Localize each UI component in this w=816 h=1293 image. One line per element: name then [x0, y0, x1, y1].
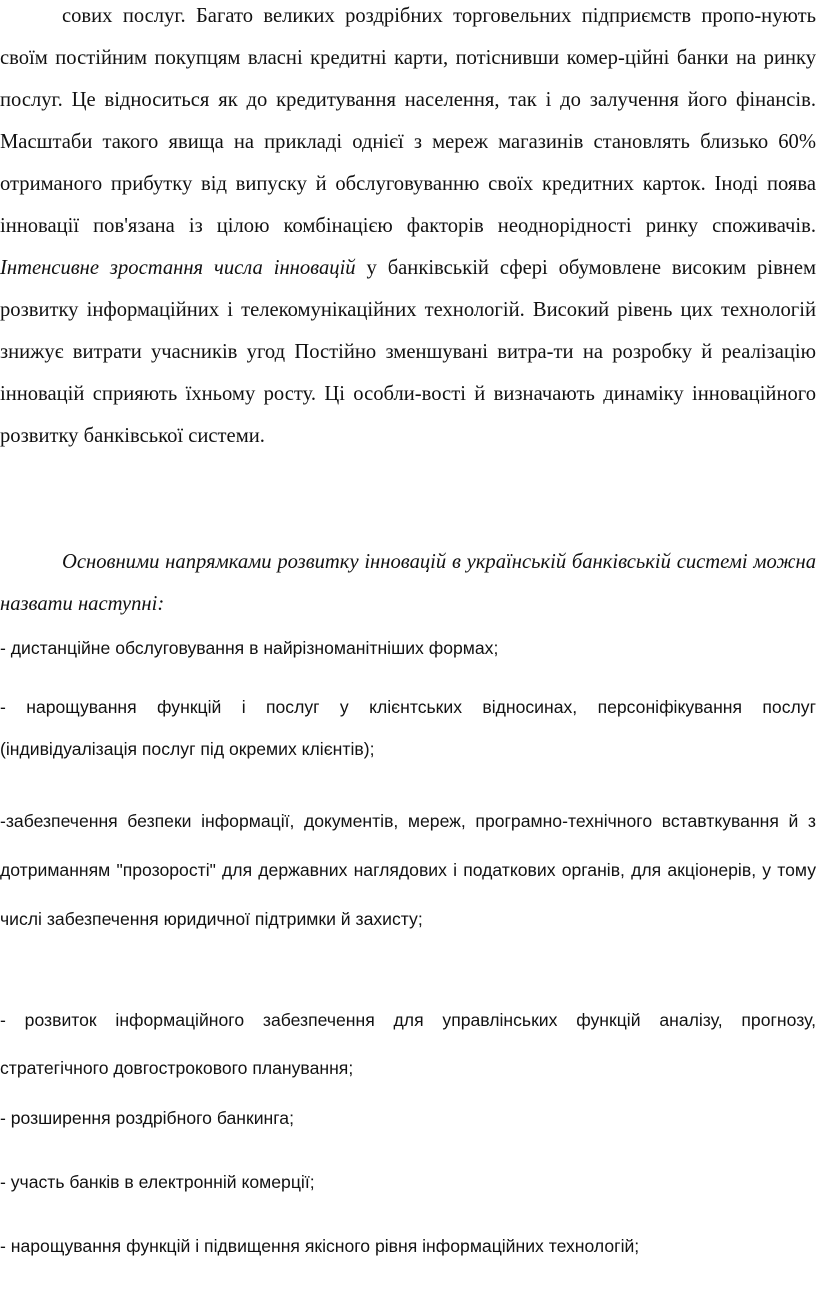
paragraph-text-end: у банківській сфері обумовлене високим рівнем розвитку інформаційних і телекомунікаційних технологій. Високий рівень цих технологій знижує витрати учасників угод Постійно зменшувані витра-ти на розробку й реалізацію інновацій сприяють їхньому росту. Ці особли-вості й визначають динаміку інноваційного розвитку банківської системи. — [0, 257, 816, 447]
list-item: - нарощування функцій і підвищення якісного рівня інформаційних технологій; — [0, 1236, 640, 1256]
list-item: - розширення роздрібного банкинга; — [0, 1108, 294, 1128]
list-item: - дистанційне обслуговування в найрізноманітніших формах; — [0, 638, 499, 658]
list-item: -забезпечення безпеки інформації, документів, мереж, програмно-технічного вставткування й з дотриманням "прозорості" для державних наглядових і податкових органів, для акціонерів, у тому числі забезпечення юридичної підтримки й захисту; — [0, 811, 816, 929]
body-paragraph-innovation-factors — [0, 0, 816, 457]
list-item: - розвиток інформаційного забезпечення для управлінських функцій аналізу, прогнозу, стратегічного довгострокового планування; — [0, 1010, 816, 1078]
list-item: - нарощування функцій і послуг у клієнтських відносинах, персоніфікування послуг (індивідуалізація послуг під окремих клієнтів); — [0, 697, 816, 759]
paragraph-text-start: сових послуг. Багато великих роздрібних торговельних підприємств пропо-нують своїм постійним покупцям власні кредитні карти, потіснивши комер-ційні банки на ринку послуг. Це відноситься як до кредитування населення, так і до залучення його фінансів. Масштаби такого явища на прикладі однієї з мереж магазинів становлять близько 60% отриманого прибутку від випуску й обслуговуванню своїх кредитних карток. Іноді поява інновації пов'язана із цілою комбінацією факторів неоднорідності ринку споживачів. — [0, 5, 816, 237]
section-lead-in: Основними напрямками розвитку інновацій в українській банківській системі можна назвати наступні: — [0, 551, 816, 615]
list-item: - участь банків в електронній комерції; — [0, 1172, 315, 1192]
emphasized-phrase: Інтенсивне зростання числа інновацій — [0, 257, 356, 279]
